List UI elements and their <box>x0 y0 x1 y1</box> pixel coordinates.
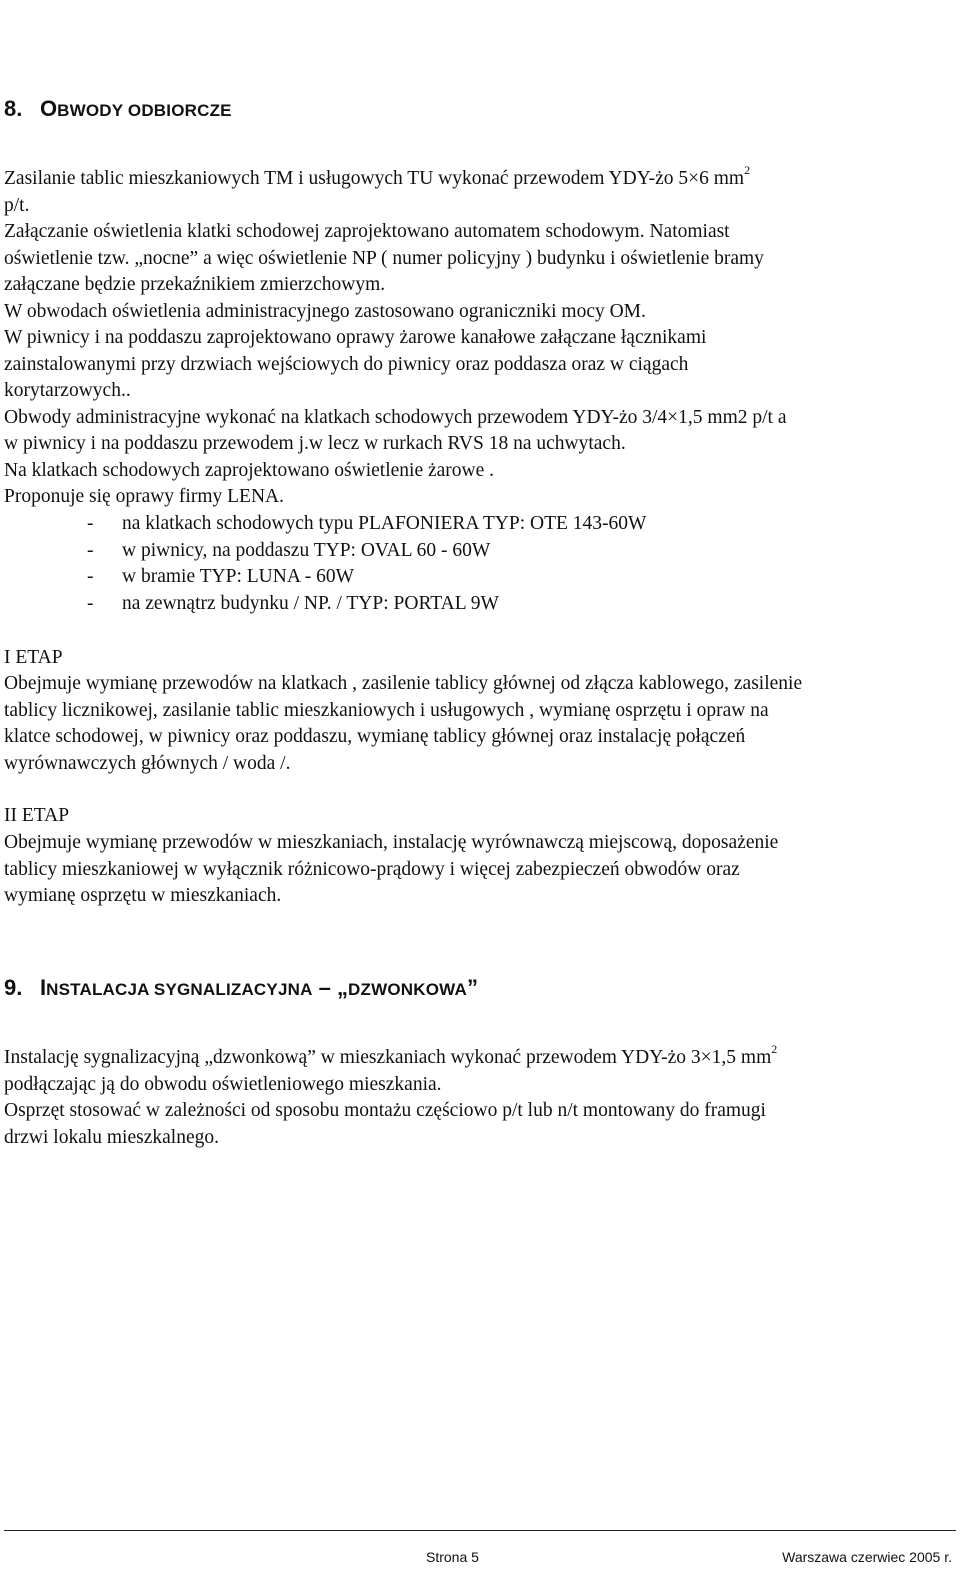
paragraph-line: korytarzowych.. <box>4 380 131 401</box>
paragraph-line: zainstalowanymi przy drzwiach wejściowych do piwnicy oraz poddasza oraz w ciągach <box>4 353 689 375</box>
section-9-number: 9. <box>4 975 23 1000</box>
paragraph-line: drzwi lokalu mieszkalnego. <box>4 1126 219 1148</box>
line-text: Instalację sygnalizacyjną „dzwonkową” w mieszkaniach wykonać przewodem YDY-żo 3×1,5 mm <box>4 1047 772 1068</box>
paragraph-line: klatce schodowej, w piwnicy oraz poddaszu, wymianę tablicy głównej oraz instalację połączeń <box>4 726 746 747</box>
list-item <box>87 511 646 538</box>
section-9-title-tail: DZWONKOWA <box>348 980 467 999</box>
list-dash: - <box>87 513 94 534</box>
section-9-body <box>4 1042 953 1151</box>
footer-divider <box>4 1530 956 1531</box>
paragraph-line: p/t. <box>4 194 30 216</box>
list-dash: - <box>87 539 94 561</box>
footer-place-date: Warszawa czerwiec 2005 r. <box>782 1549 952 1565</box>
paragraph-line: Osprzęt stosować w zależności od sposobu montażu częściowo p/t lub n/t montowany do framugi <box>4 1100 766 1121</box>
paragraph-line <box>4 1042 953 1072</box>
paragraph-line: Załączanie oświetlenia klatki schodowej zaprojektowano automatem schodowym. Natomiast <box>4 221 730 242</box>
section-9-quote-open: „ <box>337 975 349 1000</box>
paragraph-line: Proponuje się oprawy firmy LENA. <box>4 486 284 507</box>
list-item <box>87 564 646 591</box>
paragraph-line: Obejmuje wymianę przewodów na klatkach , zasilenie tablicy głównej od złącza kablowego, zasilenie <box>4 673 803 694</box>
paragraph-line: załączane będzie przekaźnikiem zmierzchowym. <box>4 274 386 295</box>
list-dash: - <box>87 566 94 587</box>
section-8-heading <box>4 96 232 122</box>
etap-2-title: II ETAP <box>4 805 70 826</box>
paragraph-line: w piwnicy i na poddaszu przewodem j.w lecz w rurkach RVS 18 na uchwytach. <box>4 433 626 454</box>
list-item-text: na zewnątrz budynku / NP. / TYP: PORTAL 9W <box>122 592 499 614</box>
list-item-text: na klatkach schodowych typu PLAFONIERA TYP: OTE 143-60W <box>122 513 647 534</box>
footer-page-number: Strona 5 <box>426 1549 479 1565</box>
section-9-title-dash: – <box>312 975 338 1000</box>
section-8-title-initial: O <box>40 96 58 121</box>
section-9-quote-close: ” <box>466 975 478 1000</box>
etap-2-body <box>4 830 953 910</box>
paragraph-line: Obejmuje wymianę przewodów w mieszkaniach, instalację wyrównawczą miejscową, doposażenie <box>4 832 779 853</box>
paragraph-line: podłączając ją do obwodu oświetleniowego mieszkania. <box>4 1073 442 1095</box>
paragraph-line: tablicy mieszkaniowej w wyłącznik różnicowo-prądowy i więcej zabezpieczeń obwodów oraz <box>4 858 740 880</box>
section-8-body <box>4 163 953 511</box>
list-dash: - <box>87 592 94 614</box>
paragraph-line <box>4 163 953 193</box>
paragraph-line: oświetlenie tzw. „nocne” a więc oświetlenie NP ( numer policyjny ) budynku i oświetlenie bramy <box>4 247 764 269</box>
section-9-title-rest: NSTALACJA SYGNALIZACYJNA <box>46 980 313 999</box>
paragraph-line: wymianę osprzętu w mieszkaniach. <box>4 885 282 906</box>
list-item-text: w bramie TYP: LUNA - 60W <box>122 566 354 587</box>
paragraph-line: Obwody administracyjne wykonać na klatkach schodowych przewodem YDY-żo 3/4×1,5 mm2 p/t a <box>4 406 787 428</box>
superscript: 2 <box>744 163 751 177</box>
superscript: 2 <box>771 1042 778 1056</box>
paragraph-line: W obwodach oświetlenia administracyjnego zastosowano ograniczniki mocy OM. <box>4 300 646 322</box>
section-9-heading <box>4 975 478 1001</box>
list-item <box>87 538 646 565</box>
paragraph-line: Na klatkach schodowych zaprojektowano oświetlenie żarowe . <box>4 459 495 481</box>
paragraph-line: W piwnicy i na poddaszu zaprojektowano oprawy żarowe kanałowe załączane łącznikami <box>4 327 707 348</box>
line-text: Zasilanie tablic mieszkaniowych TM i usługowych TU wykonać przewodem YDY-żo 5×6 mm <box>4 168 745 189</box>
section-8-number: 8. <box>4 96 23 121</box>
paragraph-line: tablicy licznikowej, zasilanie tablic mieszkaniowych i usługowych , wymianę osprzętu i opraw na <box>4 699 769 721</box>
list-item <box>87 591 646 618</box>
section-8-title-rest: BWODY ODBIORCZE <box>57 101 232 120</box>
list-item-text: w piwnicy, na poddaszu TYP: OVAL 60 - 60W <box>122 539 491 561</box>
fixture-list <box>87 511 646 617</box>
paragraph-line: wyrównawczych głównych / woda /. <box>4 752 291 774</box>
section-9-title-initial: I <box>40 975 47 1000</box>
etap-1-title: I ETAP <box>4 647 63 668</box>
etap-1-body <box>4 671 953 777</box>
